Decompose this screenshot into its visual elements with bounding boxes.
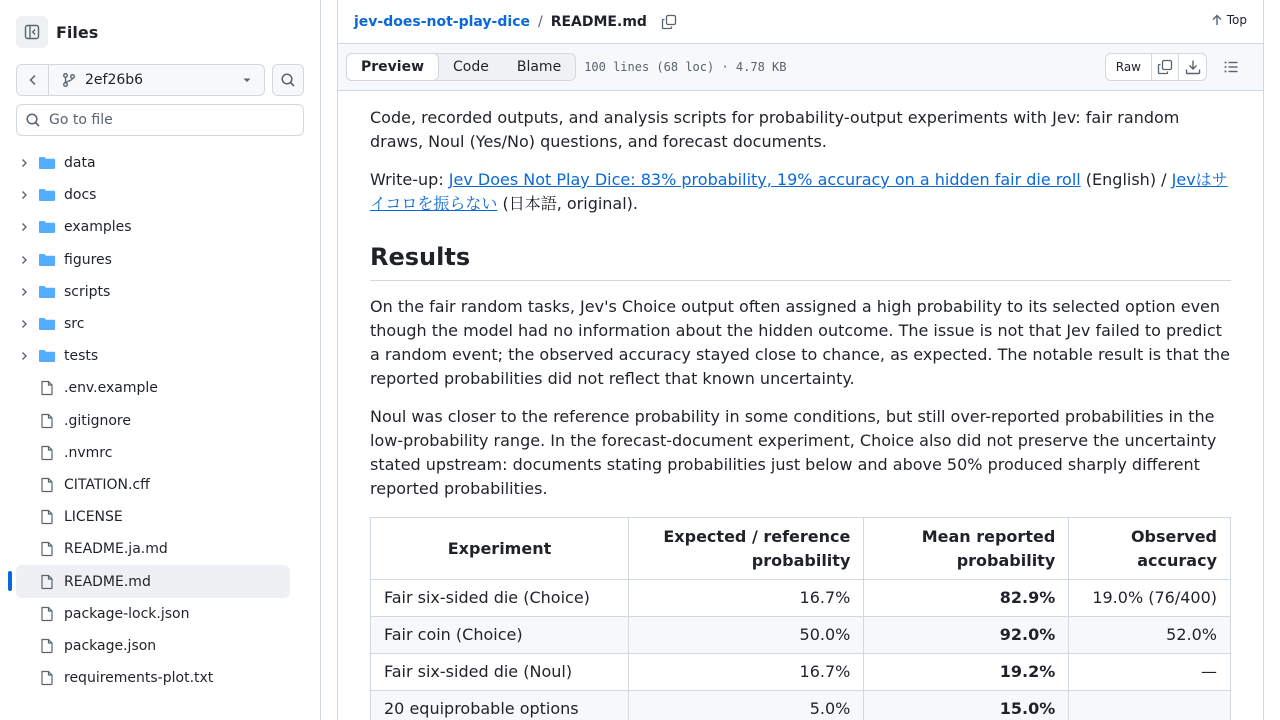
table-row xyxy=(371,580,1231,617)
tree-file-item[interactable] xyxy=(16,501,290,533)
folder-icon-wrap xyxy=(38,155,56,171)
tree-item-label: README.md xyxy=(64,573,151,590)
file-icon-wrap xyxy=(38,574,56,590)
tree-folder-item[interactable] xyxy=(16,340,290,372)
file-actions xyxy=(1105,53,1247,81)
folder-icon-wrap xyxy=(38,252,56,268)
git-branch-icon xyxy=(61,72,77,88)
table-cell: Fair six-sided die (Choice) xyxy=(371,580,629,617)
table-cell: Fair six-sided die (Noul) xyxy=(371,654,629,691)
file-icon-wrap xyxy=(38,638,56,654)
folder-icon-wrap xyxy=(38,187,56,203)
sidebar-header xyxy=(16,16,98,48)
table-header-row xyxy=(371,518,1231,580)
tree-file-item[interactable] xyxy=(16,469,290,501)
file-icon xyxy=(39,509,55,525)
tree-file-item[interactable] xyxy=(16,533,290,565)
branch-group xyxy=(16,64,265,96)
arrow-up-icon xyxy=(1211,14,1223,26)
branch-name: 2ef26b6 xyxy=(85,72,144,88)
table-row xyxy=(371,617,1231,654)
file-icon-wrap xyxy=(38,477,56,493)
expand-toggle[interactable] xyxy=(16,254,32,266)
results-paragraph-1: On the fair random tasks, Jev's Choice output often assigned a high probability to its selected option even though the model had no information about the hidden outcome. The issue is not that Jev failed to predict a random event; the observed accuracy stayed close to chance, as expected. The notable result is that the reported probabilities did not reflect that known uncertainty. xyxy=(370,297,1230,388)
tree-item-label: .nvmrc xyxy=(64,444,113,461)
tree-item-label: examples xyxy=(64,219,132,236)
tab-blame[interactable]: Blame xyxy=(516,59,562,75)
intro-paragraph: Code, recorded outputs, and analysis scripts for probability-output experiments with Jev: fair random draws, Noul (Yes/No) questions, and forecast documents. xyxy=(370,108,1180,151)
tree-item-label: CITATION.cff xyxy=(64,476,150,493)
folder-icon xyxy=(38,316,56,332)
chevron-right-icon xyxy=(18,318,30,330)
download-button[interactable] xyxy=(1179,54,1206,80)
tree-item-label: package.json xyxy=(64,637,157,654)
tab-preview[interactable]: Preview xyxy=(346,53,439,81)
table-cell: 16.7% xyxy=(629,580,864,617)
tree-file-item[interactable] xyxy=(16,437,290,469)
copy-icon xyxy=(1157,59,1173,75)
sidebar-collapse-icon xyxy=(24,24,40,40)
tree-folder-item[interactable] xyxy=(16,147,290,179)
file-icon xyxy=(39,541,55,557)
folder-icon xyxy=(38,219,56,235)
chevron-right-icon xyxy=(18,350,30,362)
file-icon xyxy=(39,638,55,654)
column-header: Observed accuracy xyxy=(1069,518,1231,580)
file-icon xyxy=(39,380,55,396)
table-cell: 20 equiprobable options xyxy=(371,691,629,720)
table-cell: 82.9% xyxy=(864,580,1069,617)
column-header: Expected / reference probability xyxy=(629,518,864,580)
file-tree-sidebar xyxy=(0,0,321,720)
view-mode-tabs xyxy=(346,53,576,81)
tree-item-label: .gitignore xyxy=(64,412,131,429)
tree-item-label: requirements-plot.txt xyxy=(64,670,214,687)
file-tree xyxy=(16,147,290,694)
chevron-left-icon xyxy=(25,72,41,88)
folder-icon xyxy=(38,348,56,364)
caret-down-icon xyxy=(242,75,252,85)
expand-toggle[interactable] xyxy=(16,350,32,362)
file-icon xyxy=(39,445,55,461)
table-cell: 50.0% xyxy=(629,617,864,654)
chevron-right-icon xyxy=(18,157,30,169)
sidebar-title: Files xyxy=(56,22,99,42)
breadcrumb-file: README.md xyxy=(550,13,647,30)
tree-folder-item[interactable] xyxy=(16,179,290,211)
breadcrumb-repo-link[interactable]: jev-does-not-play-dice xyxy=(354,13,530,30)
tree-folder-item[interactable] xyxy=(16,211,290,243)
chevron-right-icon xyxy=(18,286,30,298)
collapse-sidebar-button[interactable] xyxy=(16,16,48,48)
expand-toggle[interactable] xyxy=(16,318,32,330)
tree-file-item[interactable] xyxy=(16,630,290,662)
tree-item-label: scripts xyxy=(64,283,111,300)
file-view xyxy=(337,0,1264,720)
search-icon xyxy=(280,72,296,88)
file-icon-wrap xyxy=(38,541,56,557)
file-icon-wrap xyxy=(38,445,56,461)
branch-row xyxy=(16,64,304,96)
file-icon xyxy=(39,413,55,429)
table-cell: 92.0% xyxy=(864,617,1069,654)
tree-file-item[interactable] xyxy=(16,662,290,694)
file-action-group xyxy=(1105,53,1207,81)
column-header: Mean reported probability xyxy=(864,518,1069,580)
file-icon-wrap xyxy=(38,413,56,429)
folder-icon-wrap xyxy=(38,219,56,235)
writeup-mid: (English) / xyxy=(1080,170,1172,189)
table-cell: 19.2% xyxy=(864,654,1069,691)
tree-file-item[interactable] xyxy=(16,565,290,597)
tree-item-label: figures xyxy=(64,251,112,268)
folder-icon xyxy=(38,252,56,268)
table-cell: Fair coin (Choice) xyxy=(371,617,629,654)
results-paragraph-2: Noul was closer to the reference probability in some conditions, but still over-reported probabilities in the low-probability range. In the forecast-document experiment, Choice also did not preserve the uncertainty stated upstream: documents stating probabilities just below and above 50% produced sharply different reported probabilities. xyxy=(370,407,1217,498)
table-row xyxy=(371,691,1231,720)
expand-toggle[interactable] xyxy=(16,157,32,169)
chevron-right-icon xyxy=(18,189,30,201)
table-cell: 5.0% xyxy=(629,691,864,720)
file-icon xyxy=(39,477,55,493)
chevron-right-icon xyxy=(18,254,30,266)
go-to-file-field[interactable] xyxy=(16,104,304,136)
expand-toggle[interactable] xyxy=(16,189,32,201)
file-info: 100 lines (68 loc) · 4.78 KB xyxy=(584,60,787,74)
file-icon xyxy=(39,606,55,622)
tree-file-item[interactable] xyxy=(16,598,290,630)
writeup-paragraph xyxy=(370,168,1231,216)
writeup-link-japanese[interactable]: Jevはサイコロを振らない xyxy=(370,170,1228,213)
tree-folder-item[interactable] xyxy=(16,308,290,340)
file-icon-wrap xyxy=(38,380,56,396)
tree-item-label: data xyxy=(64,155,96,172)
table-row xyxy=(371,654,1231,691)
file-toolbar xyxy=(338,44,1263,91)
results-heading: Results xyxy=(370,240,1231,281)
table-cell: — xyxy=(1069,654,1231,691)
file-header xyxy=(338,0,1263,44)
table-cell xyxy=(1069,691,1231,720)
folder-icon-wrap xyxy=(38,316,56,332)
breadcrumb xyxy=(354,14,647,30)
tree-file-item[interactable] xyxy=(16,372,290,404)
writeup-suffix: (日本語, original). xyxy=(497,194,639,213)
file-icon-wrap xyxy=(38,606,56,622)
tree-item-label: src xyxy=(64,316,85,333)
tree-item-label: package-lock.json xyxy=(64,605,190,622)
table-cell: 52.0% xyxy=(1069,617,1231,654)
writeup-prefix: Write-up: xyxy=(370,170,449,189)
tree-file-item[interactable] xyxy=(16,405,290,437)
table-cell: 15.0% xyxy=(864,691,1069,720)
download-icon xyxy=(1185,59,1201,75)
tree-folder-item[interactable] xyxy=(16,244,290,276)
list-unordered-icon xyxy=(1223,59,1239,75)
tree-item-label: .env.example xyxy=(64,380,158,397)
outline-button[interactable] xyxy=(1215,53,1247,81)
raw-button[interactable]: Raw xyxy=(1106,54,1152,80)
expand-toggle[interactable] xyxy=(16,221,32,233)
results-table xyxy=(370,517,1231,720)
folder-icon xyxy=(38,284,56,300)
tree-item-label: tests xyxy=(64,348,99,365)
tab-code[interactable]: Code xyxy=(453,59,489,75)
tree-folder-item[interactable] xyxy=(16,276,290,308)
tree-item-label: README.ja.md xyxy=(64,541,168,558)
top-label: Top xyxy=(1226,13,1247,27)
table-cell: 19.0% (76/400) xyxy=(1069,580,1231,617)
tree-item-label: LICENSE xyxy=(64,509,123,526)
file-icon xyxy=(39,670,55,686)
copy-path-button[interactable] xyxy=(661,14,677,30)
breadcrumb-separator: / xyxy=(537,13,543,30)
back-to-top-link[interactable] xyxy=(1211,13,1247,27)
file-icon xyxy=(39,574,55,590)
folder-icon-wrap xyxy=(38,348,56,364)
readme-content xyxy=(370,92,1231,720)
back-button[interactable] xyxy=(17,65,49,95)
writeup-link-english[interactable]: Jev Does Not Play Dice: 83% probability, 19% accuracy on a hidden fair die roll xyxy=(448,170,1081,189)
folder-icon xyxy=(38,155,56,171)
copy-icon xyxy=(661,14,677,30)
copy-raw-button[interactable] xyxy=(1152,54,1179,80)
file-icon-wrap xyxy=(38,509,56,525)
table-cell: 16.7% xyxy=(629,654,864,691)
column-header: Experiment xyxy=(371,518,629,580)
go-to-file-input[interactable] xyxy=(49,112,289,128)
folder-icon xyxy=(38,187,56,203)
search-files-button[interactable] xyxy=(272,64,304,96)
branch-selector[interactable] xyxy=(49,65,264,95)
folder-icon-wrap xyxy=(38,284,56,300)
expand-toggle[interactable] xyxy=(16,286,32,298)
tree-item-label: docs xyxy=(64,187,97,204)
chevron-right-icon xyxy=(18,221,30,233)
search-icon xyxy=(25,112,41,128)
file-icon-wrap xyxy=(38,670,56,686)
